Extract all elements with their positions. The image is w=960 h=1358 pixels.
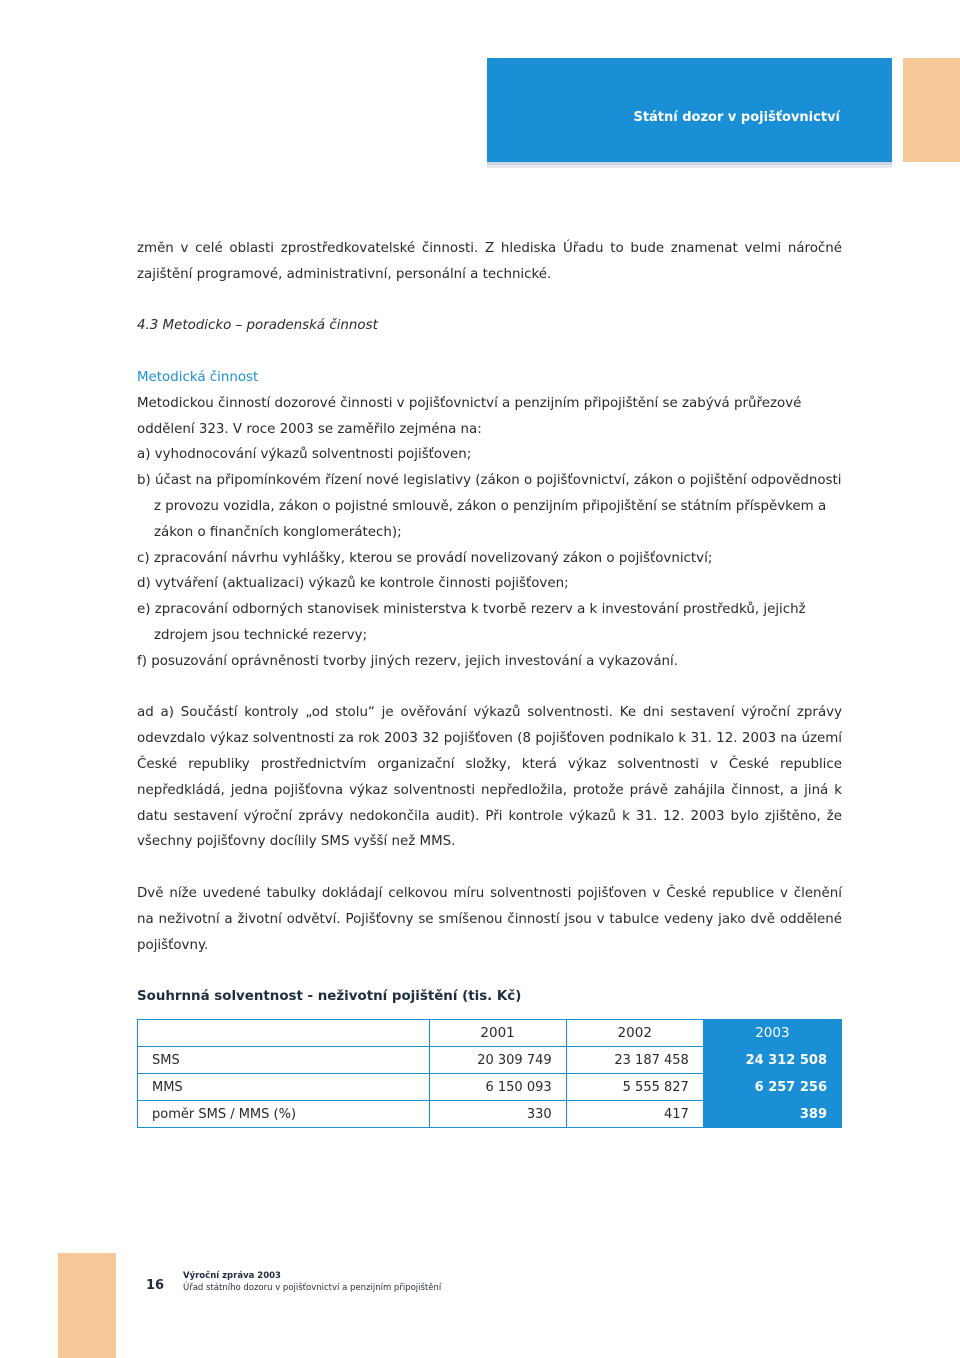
- main-content: [137, 236, 842, 1010]
- row-label: SMS: [138, 1047, 430, 1074]
- subheading: Metodická činnost: [137, 369, 259, 385]
- ad-a-paragraph: ad a) Součástí kontroly „od stolu“ je ověřování výkazů solventnosti. Ke dni sestavení výroční zprávy odevzdalo výkaz solventnosti za rok 2003 32 pojišťoven (8 pojišťoven podnikalo k 31. 12. 2003 na území České republiky prostřednictvím organizační složky, která výkaz solventnosti v České republice nepředkládá, jedna pojišťovna výkaz solventnosti nepředložila, protože právě zahájila činnost, a jiná k datu sestavení výroční zprávy nedokončila audit). Při kontrole výkazů k 31. 12. 2003 bylo zjištěno, že všechny pojišťovny docílily SMS vyšší než MMS.: [137, 705, 842, 850]
- list-item: c) zpracování návrhu vyhlášky, kterou se provádí novelizovaný zákon o pojišťovnictví;: [137, 550, 713, 566]
- footer-organization: Úřad státního dozoru v pojišťovnictví a penzijním připojištění: [183, 1283, 442, 1293]
- section-title: 4.3 Metodicko – poradenská činnost: [137, 318, 378, 334]
- intro-paragraph: změn v celé oblasti zprostředkovatelské činnosti. Z hlediska Úřadu to bude znamenat velmi náročné zajištění programové, administrativní, personální a technické.: [137, 241, 842, 282]
- table-row: [138, 1047, 842, 1074]
- table-header-cell: [138, 1020, 430, 1047]
- solvency-table: [137, 1019, 842, 1128]
- table-cell: 23 187 458: [566, 1047, 703, 1074]
- table-cell: 417: [566, 1101, 703, 1128]
- table-title: Souhrnná solventnost - neživotní pojištění (tis. Kč): [137, 989, 522, 1005]
- footer-text: [183, 1270, 441, 1294]
- table-cell: 6 150 093: [429, 1074, 566, 1101]
- table-header-row: [138, 1020, 842, 1047]
- list-item: e) zpracování odborných stanovisek ministerstva k tvorbě rezerv a k investování prostředků, jejichž zdrojem jsou technické rezervy;: [137, 602, 806, 643]
- table-cell: 5 555 827: [566, 1074, 703, 1101]
- method-intro-paragraph: Metodickou činností dozorové činnosti v pojišťovnictví a penzijním připojištění se zabývá průřezové oddělení 323. V roce 2003 se zaměřilo zejména na:: [137, 395, 802, 437]
- page-number: 16: [146, 1278, 165, 1293]
- header-title: Státní dozor v pojišťovnictví: [633, 110, 840, 125]
- table-cell-highlight: 6 257 256: [703, 1074, 841, 1101]
- list-item: a) vyhodnocování výkazů solventnosti pojišťoven;: [137, 447, 472, 463]
- table-header-cell: 2002: [566, 1020, 703, 1047]
- list-item: d) vytváření (aktualizaci) výkazů ke kontrole činnosti pojišťoven;: [137, 576, 569, 592]
- table-cell: 20 309 749: [429, 1047, 566, 1074]
- footer-orange-block: [58, 1253, 116, 1358]
- row-label: poměr SMS / MMS (%): [138, 1101, 430, 1128]
- table-row: [138, 1074, 842, 1101]
- table-header-cell: 2001: [429, 1020, 566, 1047]
- tables-intro-paragraph: Dvě níže uvedené tabulky dokládají celkovou míru solventnosti pojišťoven v České republice v členění na neživotní a životní odvětví. Pojišťovny se smíšenou činností jsou v tabulce vedeny jako dvě oddělené pojišťovny.: [137, 885, 842, 953]
- table-cell-highlight: 389: [703, 1101, 841, 1128]
- table-header-cell: 2003: [703, 1020, 841, 1047]
- table-cell-highlight: 24 312 508: [703, 1047, 841, 1074]
- footer-report-title: Výroční zpráva 2003: [183, 1271, 281, 1281]
- list-item: b) účast na připomínkovém řízení nové legislativy (zákon o pojišťovnictví, zákon o pojištění odpovědnosti z provozu vozidla, zákon o pojistné smlouvě, zákon o penzijním připojištění se státním příspěvkem a zákon o finančních konglomerátech);: [137, 473, 842, 540]
- header-banner: [487, 58, 892, 162]
- table-cell: 330: [429, 1101, 566, 1128]
- header-orange-strip: [903, 58, 960, 162]
- row-label: MMS: [138, 1074, 430, 1101]
- list-item: f) posuzování oprávněnosti tvorby jiných rezerv, jejich investování a vykazování.: [137, 653, 679, 669]
- table-row: [138, 1101, 842, 1128]
